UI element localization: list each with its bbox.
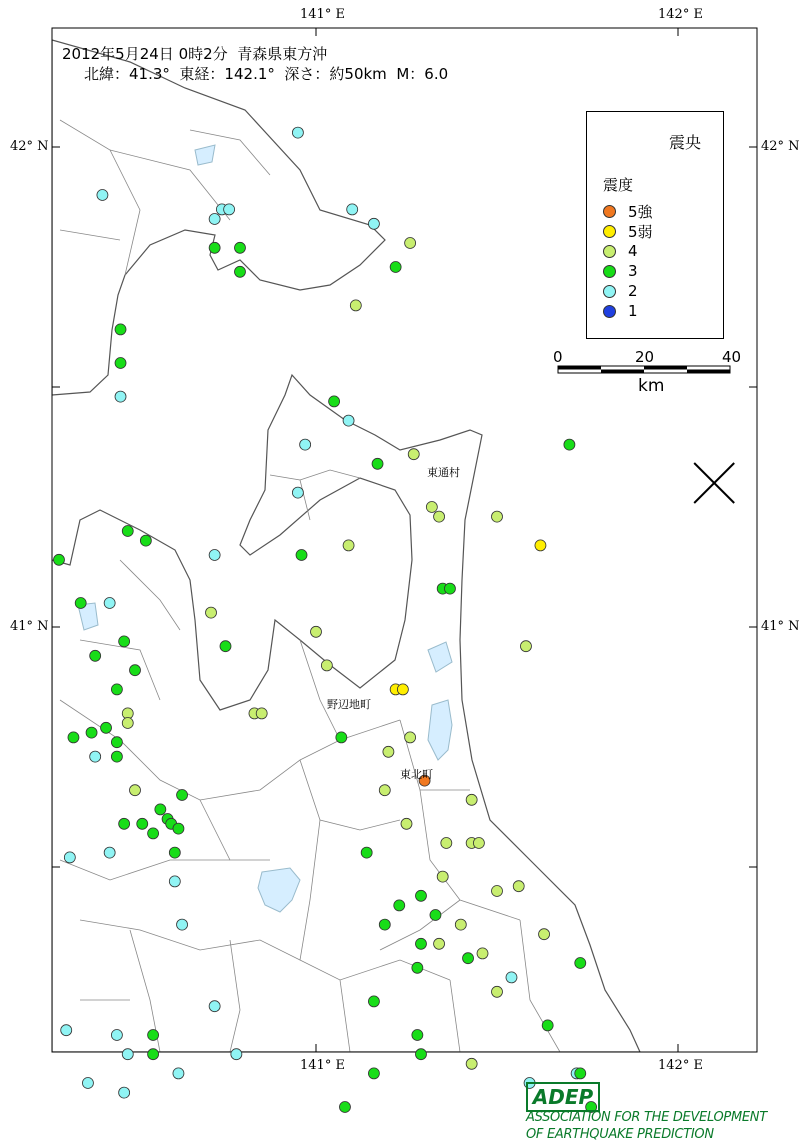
station-marker	[140, 535, 151, 546]
lat-tick-42-left: 42° N	[10, 139, 49, 154]
station-marker	[104, 598, 115, 609]
station-marker	[368, 1068, 379, 1079]
station-marker	[90, 751, 101, 762]
station-marker	[122, 718, 133, 729]
lat-tick-41-left: 41° N	[10, 619, 49, 634]
adep-line-1: ASSOCIATION FOR THE DEVELOPMENT	[526, 1110, 767, 1125]
station-marker	[412, 1030, 423, 1041]
station-marker	[575, 958, 586, 969]
station-marker	[455, 919, 466, 930]
station-marker	[368, 218, 379, 229]
station-marker	[177, 790, 188, 801]
station-marker	[492, 886, 503, 897]
station-marker	[104, 847, 115, 858]
station-marker	[148, 1030, 159, 1041]
station-marker	[506, 972, 517, 983]
station-marker	[169, 847, 180, 858]
station-marker	[169, 876, 180, 887]
event-title-line2: 北緯：41.3° 東経：142.1° 深さ：約50km M：6.0	[84, 65, 449, 83]
station-marker	[137, 818, 148, 829]
station-marker	[343, 415, 354, 426]
station-marker	[444, 583, 455, 594]
station-marker	[115, 391, 126, 402]
station-marker	[379, 919, 390, 930]
station-marker	[513, 881, 524, 892]
station-marker	[111, 1030, 122, 1041]
scale-unit: km	[638, 376, 665, 396]
station-marker	[119, 636, 130, 647]
station-marker	[173, 1068, 184, 1079]
station-marker	[292, 487, 303, 498]
station-marker	[412, 962, 423, 973]
station-marker	[209, 550, 220, 561]
station-marker	[311, 626, 322, 637]
legend-intensity-title: 震度	[603, 176, 634, 194]
scale-tick-20: 20	[635, 348, 655, 366]
station-marker	[119, 1087, 130, 1098]
lon-tick-142-top: 142° E	[658, 7, 703, 22]
station-marker	[234, 242, 245, 253]
station-marker	[441, 838, 452, 849]
station-marker	[256, 708, 267, 719]
station-marker	[231, 1049, 242, 1060]
station-marker	[434, 511, 445, 522]
station-marker	[415, 890, 426, 901]
station-marker	[122, 1049, 133, 1060]
station-marker	[148, 828, 159, 839]
station-marker	[209, 214, 220, 225]
station-marker	[390, 262, 401, 273]
station-marker	[300, 439, 311, 450]
station-marker	[97, 190, 108, 201]
station-marker	[115, 358, 126, 369]
station-marker	[564, 439, 575, 450]
legend-epicenter-label: 震央	[669, 133, 702, 152]
legend-item: 1	[603, 301, 638, 321]
station-marker	[292, 127, 303, 138]
station-marker	[90, 650, 101, 661]
station-marker	[492, 511, 503, 522]
lon-tick-142-bottom: 142° E	[658, 1058, 703, 1073]
station-marker	[329, 396, 340, 407]
event-title-line1: 2012年5月24日 0時2分 青森県東方沖	[62, 45, 328, 63]
station-marker	[575, 1068, 586, 1079]
station-marker	[368, 996, 379, 1007]
station-marker	[224, 204, 235, 215]
station-marker	[405, 238, 416, 249]
station-marker	[350, 300, 361, 311]
legend-item: 3	[603, 261, 638, 281]
scale-bar	[558, 366, 730, 373]
adep-logo: ADEP	[526, 1082, 600, 1112]
station-marker	[430, 910, 441, 921]
station-marker	[408, 449, 419, 460]
lon-tick-141-bottom: 141° E	[300, 1058, 345, 1073]
station-marker	[82, 1078, 93, 1089]
lat-tick-42-right: 42° N	[761, 139, 800, 154]
station-marker	[466, 794, 477, 805]
station-marker	[101, 722, 112, 733]
scale-tick-0: 0	[553, 348, 563, 366]
station-marker	[347, 204, 358, 215]
epicenter-marker	[694, 463, 734, 503]
station-marker	[339, 1102, 350, 1113]
station-marker	[477, 948, 488, 959]
station-marker	[209, 1001, 220, 1012]
scale-tick-40: 40	[722, 348, 742, 366]
station-marker	[383, 746, 394, 757]
station-marker	[234, 266, 245, 277]
station-marker	[75, 598, 86, 609]
adep-line-2: OF EARTHQUAKE PREDICTION	[526, 1127, 714, 1142]
station-marker	[209, 242, 220, 253]
station-marker	[321, 660, 332, 671]
station-marker	[111, 737, 122, 748]
station-marker	[539, 929, 550, 940]
station-marker	[535, 540, 546, 551]
legend-item: 5弱	[603, 221, 653, 241]
station-marker	[111, 684, 122, 695]
station-marker	[220, 641, 231, 652]
legend	[586, 111, 724, 339]
legend-item: 2	[603, 281, 638, 301]
station-marker	[415, 1049, 426, 1060]
station-marker	[492, 986, 503, 997]
station-marker	[115, 324, 126, 335]
station-marker	[68, 732, 79, 743]
station-marker	[119, 818, 130, 829]
station-marker	[296, 550, 307, 561]
station-marker	[64, 852, 75, 863]
place-label-higashidori: 東通村	[427, 466, 460, 479]
lon-tick-141-top: 141° E	[300, 7, 345, 22]
station-marker	[401, 818, 412, 829]
station-marker	[415, 938, 426, 949]
station-marker	[466, 1058, 477, 1069]
place-label-tohoku: 東北町	[400, 768, 433, 781]
station-marker	[473, 838, 484, 849]
legend-item: 5強	[603, 201, 653, 221]
station-marker	[173, 823, 184, 834]
station-marker	[434, 938, 445, 949]
station-marker	[520, 641, 531, 652]
station-marker	[394, 900, 405, 911]
station-marker	[148, 1049, 159, 1060]
station-marker	[405, 732, 416, 743]
station-marker	[61, 1025, 72, 1036]
legend-item: 4	[603, 241, 638, 261]
station-marker	[379, 785, 390, 796]
station-marker	[542, 1020, 553, 1031]
station-marker	[86, 727, 97, 738]
station-marker	[437, 871, 448, 882]
station-marker	[177, 919, 188, 930]
place-label-noheji: 野辺地町	[327, 698, 371, 711]
station-marker	[397, 684, 408, 695]
station-marker	[111, 751, 122, 762]
station-marker	[53, 554, 64, 565]
station-marker	[130, 785, 141, 796]
station-marker	[130, 665, 141, 676]
station-marker	[343, 540, 354, 551]
station-marker	[155, 804, 166, 815]
event-title	[62, 44, 448, 84]
station-marker	[361, 847, 372, 858]
lat-tick-41-right: 41° N	[761, 619, 800, 634]
station-marker	[206, 607, 217, 618]
station-marker	[122, 526, 133, 537]
station-marker	[336, 732, 347, 743]
station-marker	[372, 458, 383, 469]
station-marker	[426, 502, 437, 513]
station-marker	[463, 953, 474, 964]
